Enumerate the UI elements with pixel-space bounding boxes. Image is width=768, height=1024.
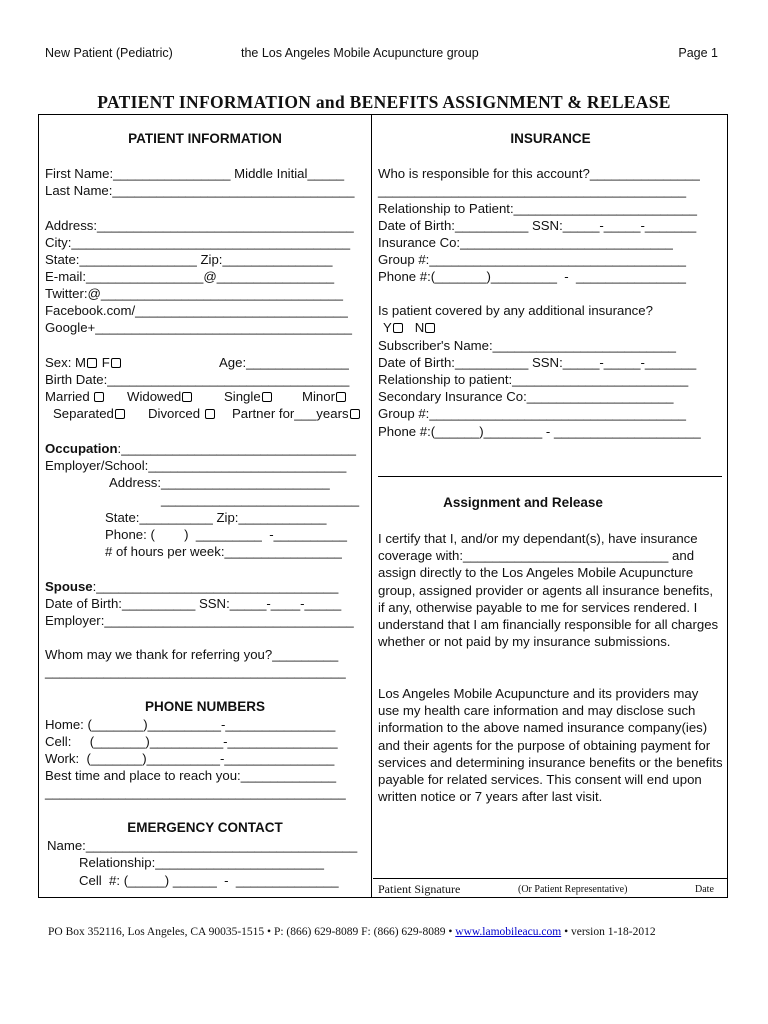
twitter-field[interactable]: Twitter:@_________________________________ — [45, 286, 343, 301]
single-option — [224, 389, 273, 405]
certification-text: I certify that I, and/or my dependant(s), have insurance coverage with:____________________________ and assign directly to the Los Angeles Mobile Acupuncture group, assigned provider or agents all insurance benefits, if any, otherwise payable to me for services rendered. I understand that I am financially responsible for all charges whether or not paid by my insurance submissions. — [378, 531, 719, 650]
patient-info-heading: PATIENT INFORMATION — [128, 131, 282, 146]
referral-field-line2[interactable]: _________________________________________ — [45, 664, 346, 679]
occupation-label: Occupation — [45, 441, 118, 456]
header-page-number: Page 1 — [678, 46, 718, 60]
column-divider — [371, 114, 372, 898]
section-rule — [378, 476, 722, 477]
partner-label: Partner for___years — [232, 406, 349, 421]
sex-f-label: F — [98, 355, 110, 370]
best-time-field-line2[interactable]: _________________________________________ — [45, 785, 346, 800]
form-title: PATIENT INFORMATION and BENEFITS ASSIGNMENT & RELEASE — [97, 92, 671, 112]
referral-field[interactable]: Whom may we thank for referring you?_________ — [45, 647, 339, 662]
employer-address-line2[interactable]: ___________________________ — [161, 492, 360, 507]
subscriber-dob-ssn-field[interactable]: Date of Birth:__________ SSN:_____-_____-_______ — [378, 355, 697, 370]
separated-checkbox[interactable] — [115, 409, 125, 419]
footer-version: • version 1-18-2012 — [561, 926, 656, 938]
footer — [48, 926, 656, 938]
spouse-field[interactable]: Spouse:_________________________________ — [45, 579, 339, 594]
employer-address-field[interactable]: Address:_______________________ — [109, 475, 330, 490]
header-organization: the Los Angeles Mobile Acupuncture group — [241, 46, 479, 60]
minor-checkbox[interactable] — [336, 392, 346, 402]
insurance-company-field[interactable]: Insurance Co:_____________________________ — [378, 235, 673, 250]
divorced-checkbox[interactable] — [205, 409, 215, 419]
single-checkbox[interactable] — [262, 392, 272, 402]
spouse-employer-field[interactable]: Employer:__________________________________ — [45, 613, 354, 628]
age-field[interactable]: Age:______________ — [219, 355, 349, 370]
additional-insurance-question: Is patient covered by any additional insurance? — [378, 303, 653, 318]
sex-row — [45, 355, 122, 371]
home-phone-field[interactable]: Home: (_______)__________-_______________ — [45, 717, 336, 732]
yes-label: Y — [383, 320, 392, 335]
occupation-field[interactable]: Occupation:________________________________ — [45, 441, 356, 456]
date-label: Date — [695, 884, 714, 895]
insurance-phone-field[interactable]: Phone #:(_______)_________ - _______________ — [378, 269, 686, 284]
secondary-phone-field[interactable]: Phone #:(______)________ - ____________________ — [378, 424, 701, 439]
married-option — [45, 389, 105, 405]
sex-f-checkbox[interactable] — [111, 358, 121, 368]
emergency-cell-field[interactable]: Cell #: (_____) ______ - ______________ — [79, 873, 339, 888]
responsible-party-line2[interactable]: __________________________________________ — [378, 183, 687, 198]
minor-label: Minor — [302, 389, 335, 404]
city-field[interactable]: City:______________________________________ — [45, 235, 351, 250]
birth-date-field[interactable]: Birth Date:_________________________________ — [45, 372, 350, 387]
phone-numbers-heading: PHONE NUMBERS — [144, 699, 265, 714]
facebook-field[interactable]: Facebook.com/_____________________________ — [45, 303, 348, 318]
cell-phone-field[interactable]: Cell: (_______)__________-_______________ — [45, 734, 338, 749]
minor-option — [302, 389, 347, 405]
footer-contact: PO Box 352116, Los Angeles, CA 90035-1515 • P: (866) 629-8089 F: (866) 629-8089 • — [48, 926, 456, 938]
insurance-heading: INSURANCE — [510, 131, 591, 146]
google-field[interactable]: Google+___________________________________ — [45, 320, 352, 335]
hours-per-week-field[interactable]: # of hours per week:________________ — [105, 544, 342, 559]
employer-state-zip-field[interactable]: State:__________ Zip:____________ — [105, 510, 327, 525]
group-number-field[interactable]: Group #:___________________________________ — [378, 252, 687, 267]
single-label: Single — [224, 389, 261, 404]
address-field[interactable]: Address:___________________________________ — [45, 218, 354, 233]
representative-label: (Or Patient Representative) — [518, 884, 628, 895]
spouse-dob-ssn-field[interactable]: Date of Birth:__________ SSN:_____-____-_____ — [45, 596, 342, 611]
widowed-label: Widowed — [127, 389, 182, 404]
subscriber-relationship-field[interactable]: Relationship to patient:________________________ — [378, 372, 689, 387]
email-field[interactable]: E-mail:________________@________________ — [45, 269, 335, 284]
employer-phone-field[interactable]: Phone: ( ) _________ -__________ — [105, 527, 347, 542]
header-form-type: New Patient (Pediatric) — [45, 46, 173, 60]
yes-checkbox[interactable] — [393, 323, 403, 333]
partner-checkbox[interactable] — [350, 409, 360, 419]
responsible-party-field[interactable]: Who is responsible for this account?_______________ — [378, 166, 700, 181]
subscriber-name-field[interactable]: Subscriber's Name:_________________________ — [378, 338, 677, 353]
secondary-insurance-field[interactable]: Secondary Insurance Co:____________________ — [378, 389, 674, 404]
sex-label: Sex: M — [45, 355, 87, 370]
sex-m-checkbox[interactable] — [87, 358, 97, 368]
website-link[interactable]: www.lamobileacu.com — [455, 926, 562, 938]
state-zip-field[interactable]: State:________________ Zip:_______________ — [45, 252, 333, 267]
no-label: N — [414, 320, 425, 335]
emergency-name-field[interactable]: Name:_____________________________________ — [47, 838, 358, 853]
emergency-contact-heading: EMERGENCY CONTACT — [127, 820, 283, 835]
married-label: Married — [45, 389, 90, 404]
married-checkbox[interactable] — [94, 392, 104, 402]
separated-label: Separated — [53, 406, 114, 421]
spouse-label: Spouse — [45, 579, 93, 594]
work-phone-field[interactable]: Work: (_______)__________-_______________ — [45, 751, 335, 766]
no-checkbox[interactable] — [425, 323, 435, 333]
signature-row[interactable] — [373, 878, 728, 898]
patient-signature-label: Patient Signature — [378, 882, 461, 896]
best-time-field[interactable]: Best time and place to reach you:_____________ — [45, 768, 337, 783]
secondary-group-field[interactable]: Group #:___________________________________ — [378, 406, 687, 421]
relationship-to-patient-field[interactable]: Relationship to Patient:_________________________ — [378, 201, 697, 216]
widowed-checkbox[interactable] — [182, 392, 192, 402]
last-name-field[interactable]: Last Name:_________________________________ — [45, 183, 355, 198]
employer-field[interactable]: Employer/School:___________________________ — [45, 458, 347, 473]
emergency-relationship-field[interactable]: Relationship:_______________________ — [79, 855, 324, 870]
separated-option — [53, 406, 126, 422]
insured-dob-ssn-field[interactable]: Date of Birth:__________ SSN:_____-_____-_______ — [378, 218, 697, 233]
divorced-option — [148, 406, 216, 422]
divorced-label: Divorced — [148, 406, 201, 421]
consent-text: Los Angeles Mobile Acupuncture and its providers may use my health care information and may disclose such information to the above named insurance company(ies) and their agents for the purpose of obtaining payment for services and determining insurance benefits or the benefits payable for related services. This consent will end upon written notice or 7 years after last visit. — [378, 686, 723, 805]
first-name-field[interactable]: First Name:________________ Middle Initial_____ — [45, 166, 345, 181]
partner-option — [232, 406, 361, 422]
widowed-option — [127, 389, 193, 405]
assignment-release-heading: Assignment and Release — [443, 495, 603, 510]
additional-insurance-options — [383, 320, 436, 336]
